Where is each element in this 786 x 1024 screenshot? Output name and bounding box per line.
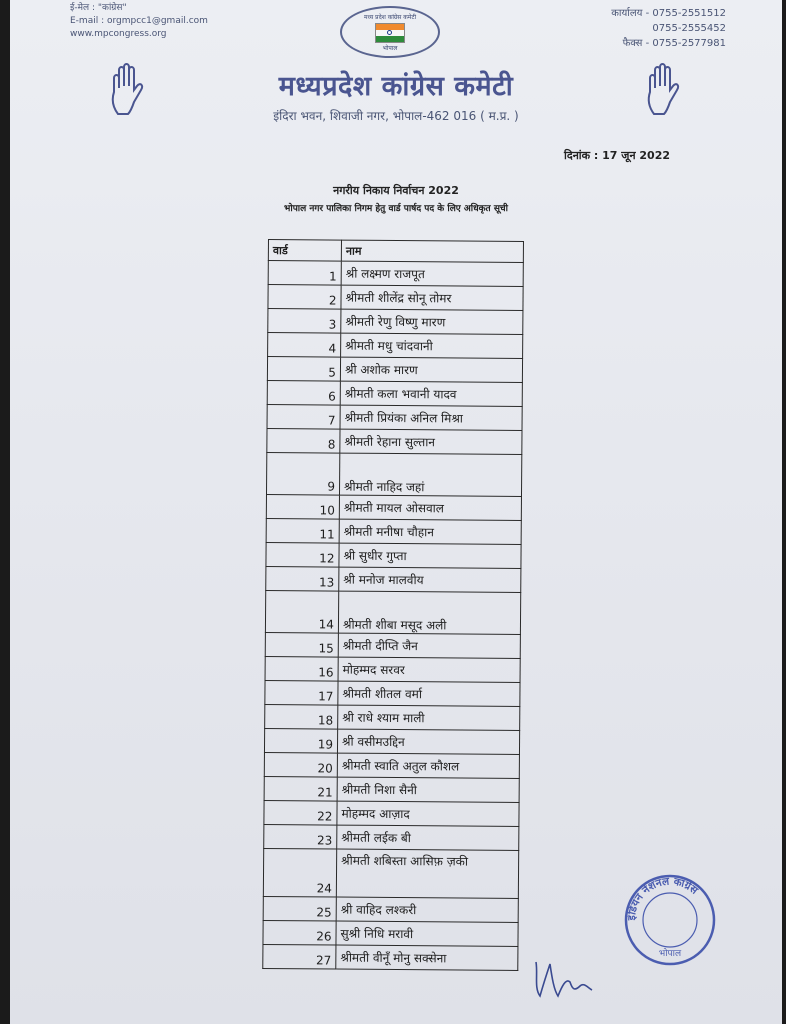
table-row: [265, 632, 520, 658]
table-row: [267, 380, 522, 406]
ward-number: 4: [268, 333, 341, 358]
ward-number: 26: [263, 920, 336, 945]
candidate-name: श्री मनोज मालवीय: [339, 567, 521, 592]
ward-number: 17: [265, 680, 338, 705]
candidate-name: श्रीमती प्रियंका अनिल मिश्रा: [340, 405, 522, 430]
column-header-name: नाम: [341, 240, 523, 262]
candidate-name: श्रीमती नाहिद जहां: [339, 453, 521, 496]
candidate-name: श्रीमती मायल ओसवाल: [339, 495, 521, 520]
ward-number: 22: [264, 800, 337, 825]
table-row: [268, 261, 523, 287]
table-row: [263, 920, 518, 946]
column-header-ward: वार्ड: [268, 240, 341, 262]
candidate-name: श्रीमती स्वाति अतुल कौशल: [337, 753, 519, 778]
candidate-name: श्री वाहिद लश्करी: [336, 897, 518, 922]
ward-number: 2: [268, 285, 341, 310]
candidate-name: श्री अशोक मारण: [340, 357, 522, 382]
office-phone: कार्यालय - 0755-2551512: [611, 8, 726, 19]
candidate-name: श्रीमती लईक बी: [337, 825, 519, 850]
logo-text-top: मध्य प्रदेश कांग्रेस कमेटी: [363, 14, 417, 21]
candidate-name: श्रीमती शीलेंद्र सोनू तोमर: [341, 285, 523, 310]
organization-address: इंदिरा भवन, शिवाजी नगर, भोपाल-462 016 ( म.प्र. ): [273, 109, 519, 123]
stamp-ring-text: इंडियन नेशनल कांग्रेस: [625, 875, 701, 921]
ward-number: 5: [267, 357, 340, 382]
document-subheading: भोपाल नगर पालिका निगम हेतु वार्ड पार्षद पद के लिए अधिकृत सूची: [284, 204, 508, 214]
flag-icon: [375, 23, 405, 43]
ward-number: 14: [265, 590, 338, 633]
logo-text-bottom: भोपाल: [382, 45, 398, 52]
ward-number: 27: [263, 944, 336, 969]
party-stamp-seal: [622, 872, 718, 968]
table-row: [264, 776, 519, 802]
email-label: ई-मेल : "कांग्रेस": [70, 3, 127, 13]
candidate-name: श्रीमती मनीषा चौहान: [339, 519, 521, 544]
table-row: [268, 309, 523, 335]
organization-title: मध्यप्रदेश कांग्रेस कमेटी: [278, 71, 514, 102]
letterhead-page: [10, 0, 782, 1024]
candidate-name: श्रीमती मधु चांदवानी: [341, 333, 523, 358]
ward-number: 23: [264, 824, 337, 849]
ward-number: 8: [267, 428, 340, 453]
table-row: [267, 357, 522, 383]
ward-number: 3: [268, 309, 341, 334]
contact-right: [611, 6, 726, 51]
svg-text:इंडियन नेशनल कांग्रेस: [625, 875, 701, 921]
table-row: [263, 896, 518, 922]
table-row: [266, 518, 521, 544]
candidate-name: मोहम्मद आज़ाद: [337, 801, 519, 826]
table-row: [265, 590, 520, 634]
candidate-name: श्री सुधीर गुप्ता: [339, 543, 521, 568]
ward-candidate-table: [262, 239, 524, 971]
candidate-name: मोहम्मद सरवर: [338, 657, 520, 682]
fax-number: फैक्स - 0755-2577981: [622, 38, 726, 49]
table-row: [266, 542, 521, 568]
ward-number: 21: [264, 776, 337, 801]
table-row: [264, 752, 519, 778]
ward-number: 7: [267, 404, 340, 429]
table-row: [263, 944, 518, 970]
contact-left: [70, 2, 208, 41]
table-row: [267, 404, 522, 430]
candidate-name: श्री राधे श्याम माली: [338, 705, 520, 730]
candidate-name: श्रीमती शीबा मसूद अली: [338, 591, 520, 634]
candidate-name: श्रीमती शबिस्ता आसिफ़ ज़की: [336, 849, 518, 898]
ward-number: 16: [265, 656, 338, 681]
document-heading: नगरीय निकाय निर्वाचन 2022: [333, 184, 459, 197]
ward-number: 19: [264, 728, 337, 753]
email-address: E-mail : orgmpcc1@gmail.com: [70, 16, 208, 26]
ward-number: 13: [266, 566, 339, 591]
candidate-name: श्रीमती वीनूँ मोनु सक्सेना: [336, 945, 518, 970]
table-row: [265, 680, 520, 706]
table-row: [264, 728, 519, 754]
ward-number: 9: [266, 452, 339, 495]
stamp-city: भोपाल: [658, 949, 682, 959]
table-row: [266, 566, 521, 592]
ward-number: 12: [266, 542, 339, 567]
candidate-name: श्री वसीमउद्दिन: [337, 729, 519, 754]
ward-number: 24: [263, 848, 336, 897]
table-row: [265, 656, 520, 682]
handwritten-signature: [530, 952, 610, 1002]
table-header-row: [268, 240, 523, 263]
candidate-name: श्रीमती रेणु विष्णु मारण: [341, 309, 523, 334]
table-row: [265, 704, 520, 730]
ward-number: 1: [268, 261, 341, 286]
table-row: [263, 848, 518, 898]
candidate-name: श्रीमती कला भवानी यादव: [340, 381, 522, 406]
table-row: [264, 800, 519, 826]
candidate-name: श्रीमती दीप्ति जैन: [338, 633, 520, 658]
ward-number: 11: [266, 518, 339, 543]
document-date: दिनांक : 17 जून 2022: [564, 149, 670, 162]
candidate-name: श्री लक्ष्मण राजपूत: [341, 261, 523, 286]
ward-number: 15: [265, 632, 338, 657]
table-row: [268, 333, 523, 359]
ward-number: 25: [263, 896, 336, 921]
candidate-name: श्रीमती शीतल वर्मा: [338, 681, 520, 706]
table-row: [268, 285, 523, 311]
table-row: [267, 428, 522, 454]
office-phone-2: 0755-2555452: [652, 23, 726, 34]
candidate-name: सुश्री निधि मरावी: [336, 921, 518, 946]
table-row: [264, 824, 519, 850]
website: www.mpcongress.org: [70, 29, 167, 39]
candidate-name: श्रीमती रेहाना सुल्तान: [340, 429, 522, 454]
table-row: [266, 452, 521, 496]
ward-number: 10: [266, 494, 339, 519]
ward-number: 18: [265, 704, 338, 729]
ward-number: 20: [264, 752, 337, 777]
party-seal-logo: [340, 6, 440, 58]
ward-number: 6: [267, 380, 340, 405]
table-row: [266, 494, 521, 520]
candidate-name: श्रीमती निशा सैनी: [337, 777, 519, 802]
